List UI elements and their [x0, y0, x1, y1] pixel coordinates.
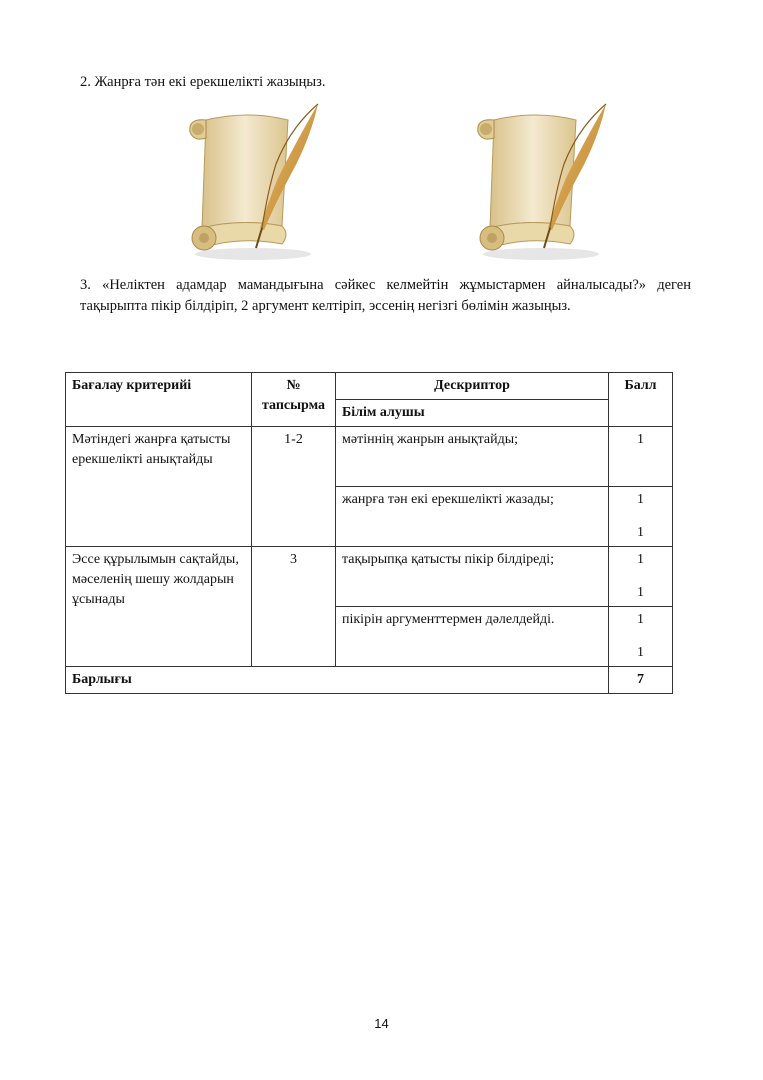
point-value: 1: [637, 552, 644, 567]
question-3: [80, 275, 691, 317]
point-value: 1: [637, 585, 644, 600]
header-score: Балл: [609, 373, 673, 427]
scroll-quill-icon: [466, 98, 616, 262]
row-task-no: 1-2: [252, 427, 336, 547]
question-2: [80, 72, 691, 93]
assessment-table: [65, 372, 673, 694]
table-row: [66, 547, 673, 607]
row-points: [609, 547, 673, 607]
table-row: [66, 427, 673, 487]
header-task-no: № тапсырма: [252, 373, 336, 427]
row-points: [609, 427, 673, 487]
total-value: 7: [609, 667, 673, 694]
point-value: 1: [637, 612, 644, 627]
scroll-quill-icon: [178, 98, 328, 262]
row-descriptor: жанрға тән екі ерекшелікті жазады;: [336, 487, 609, 547]
row-descriptor: тақырыпқа қатысты пікір білдіреді;: [336, 547, 609, 607]
header-criteria: Бағалау критерийі: [66, 373, 252, 427]
row-descriptor: мәтіннің жанрын анықтайды;: [336, 427, 609, 487]
row-criteria: Мәтіндегі жанрға қатысты ерекшелікті анықтайды: [66, 427, 252, 547]
row-task-no: 3: [252, 547, 336, 667]
header-descriptor: Дескриптор: [336, 373, 609, 400]
total-row: [66, 667, 673, 694]
question-3-text: «Неліктен адамдар мамандығына сәйкес келмейтін жұмыстармен айналысады?» деген тақырыпта пікір білдіріп, 2 аргумент келтіріп, эссенің негізгі бөлімін жазыңыз.: [80, 277, 692, 314]
row-points: [609, 487, 673, 547]
table-header-row: [66, 373, 673, 400]
row-points: [609, 607, 673, 667]
question-2-number: 2.: [80, 74, 91, 90]
question-3-number: 3.: [80, 277, 91, 293]
point-value: 1: [637, 645, 644, 660]
page-number: 14: [374, 1016, 389, 1031]
row-criteria: Эссе құрылымын сақтайды, мәселенің шешу жолдарын ұсынады: [66, 547, 252, 667]
header-descriptor-sub: Білім алушы: [336, 400, 609, 427]
row-descriptor: пікірін аргументтермен дәлелдейді.: [336, 607, 609, 667]
question-2-text: Жанрға тән екі ерекшелікті жазыңыз.: [94, 74, 326, 90]
point-value: 1: [637, 432, 644, 447]
point-value: 1: [637, 492, 644, 507]
total-label: Барлығы: [66, 667, 609, 694]
point-value: 1: [637, 525, 644, 540]
